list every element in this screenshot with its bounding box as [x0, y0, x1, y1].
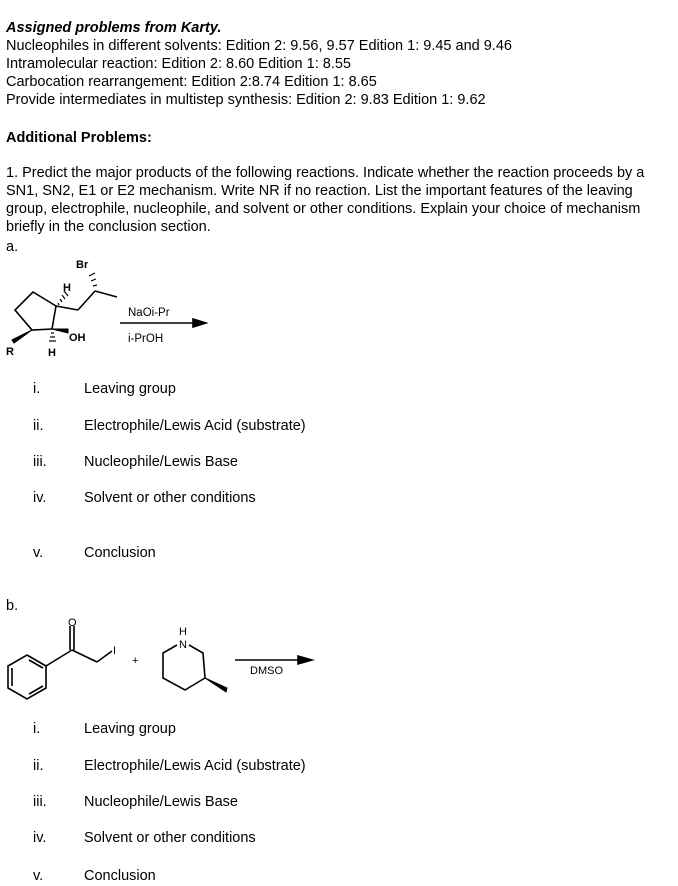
- item-label: Electrophile/Lewis Acid (substrate): [84, 418, 306, 434]
- item-num: iv.: [33, 490, 47, 506]
- item-num: ii.: [33, 418, 44, 434]
- assigned-title: Assigned problems from Karty.: [6, 20, 222, 36]
- assigned-line: Intramolecular reaction: Edition 2: 8.60 Edition 1: 8.55: [6, 56, 351, 72]
- part-b-label: b.: [6, 598, 19, 614]
- atom-oh: OH: [69, 332, 86, 344]
- item-num: iv.: [33, 830, 47, 846]
- question-text: 1. Predict the major products of the following reactions. Indicate whether the reaction proceeds by a SN1, SN2, E1 or E2 mechanism. Write NR if no reaction. List the important features of the leaving group, electrophile, nucleophile, and solvent or other conditions. Explain your choice of mechanism briefly in the conclusion section.: [6, 165, 645, 235]
- structure-a: [12, 273, 206, 343]
- atom-br: Br: [76, 259, 89, 271]
- assigned-line: Provide intermediates in multistep synthesis: Edition 2: 9.83 Edition 1: 9.62: [6, 92, 486, 108]
- reagent-bottom: i-PrOH: [128, 333, 164, 345]
- item-label: Nucleophile/Lewis Base: [84, 794, 238, 810]
- item-num: v.: [33, 545, 44, 561]
- item-label: Solvent or other conditions: [84, 490, 256, 506]
- reagent-top: NaOi-Pr: [128, 307, 170, 319]
- atom-o: O: [68, 617, 77, 629]
- item-label: Leaving group: [84, 721, 176, 737]
- item-num: iii.: [33, 794, 47, 810]
- item-label: Conclusion: [84, 545, 156, 561]
- atom-n: N: [179, 639, 187, 651]
- atom-h: H: [179, 626, 187, 638]
- item-num: ii.: [33, 758, 44, 774]
- structure-b: [8, 626, 312, 699]
- assigned-line: Nucleophiles in different solvents: Edition 2: 9.56, 9.57 Edition 1: 9.45 and 9.46: [6, 38, 512, 54]
- item-num: v.: [33, 868, 44, 884]
- atom-r: R: [6, 346, 14, 358]
- item-label: Leaving group: [84, 381, 176, 397]
- assigned-line: Carbocation rearrangement: Edition 2:8.74 Edition 1: 8.65: [6, 74, 377, 90]
- item-label: Conclusion: [84, 868, 156, 884]
- atom-i: I: [113, 645, 117, 657]
- item-num: iii.: [33, 454, 47, 470]
- item-num: i.: [33, 721, 41, 737]
- reagent: DMSO: [250, 665, 283, 677]
- plus-sign: +: [132, 655, 139, 667]
- atom-h: H: [63, 282, 71, 294]
- additional-heading: Additional Problems:: [6, 130, 152, 146]
- atom-h: H: [48, 347, 56, 359]
- part-a-label: a.: [6, 239, 19, 255]
- item-label: Solvent or other conditions: [84, 830, 256, 846]
- item-label: Nucleophile/Lewis Base: [84, 454, 238, 470]
- item-label: Electrophile/Lewis Acid (substrate): [84, 758, 306, 774]
- item-num: i.: [33, 381, 41, 397]
